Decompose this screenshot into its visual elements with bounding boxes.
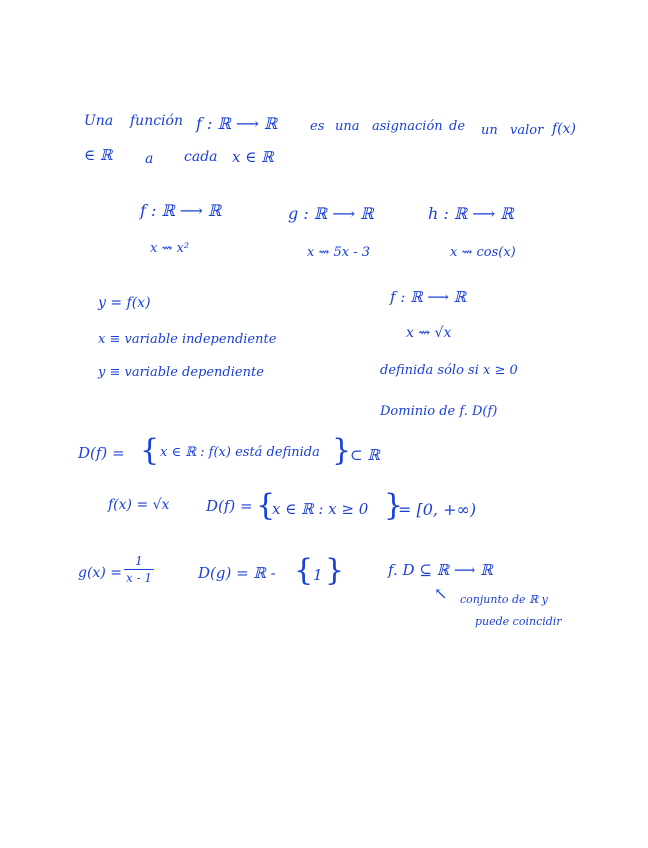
sqrt-domain-interval: = [0, +∞) (398, 500, 477, 519)
example-f-map: f : ℝ ⟶ ℝ (140, 201, 222, 220)
intro-word-7: de (449, 119, 466, 134)
intro-word-6: asignación (372, 119, 443, 134)
g-fraction-numerator: 1 (135, 554, 143, 568)
domain-label: Dominio de f. D(f) (380, 404, 498, 419)
intro-word-1: Una (84, 113, 114, 129)
intro-word-a: a (145, 151, 154, 167)
sqrt-note: definida sólo si x ≥ 0 (380, 363, 518, 378)
intro-x-in-R: x ∈ ℝ (232, 148, 274, 166)
sqrt-domain-brace-close: } (384, 488, 404, 523)
intro-function-map: f : ℝ ⟶ ℝ (196, 114, 278, 133)
g-domain-brace-open: { (294, 553, 314, 588)
sqrt-domain-lhs: D(f) = (206, 497, 253, 515)
domain-def-subset: ⊂ ℝ (350, 446, 380, 464)
g-fraction (124, 555, 154, 584)
domain-def-brace-open: { (140, 433, 160, 468)
intro-fx: f(x) (552, 121, 577, 137)
g-fraction-bar (124, 569, 154, 570)
g-domain-brace-close: } (325, 553, 345, 588)
y-equals-fx: y = f(x) (98, 295, 151, 311)
intro-word-2: función (130, 113, 183, 129)
g-lhs: g(x) = (78, 565, 122, 581)
sqrt-map: f : ℝ ⟶ ℝ (390, 288, 467, 306)
intro-word-4: es (310, 119, 325, 134)
x-definition: x ≡ variable independiente (98, 332, 277, 347)
y-definition: y ≡ variable dependiente (98, 365, 264, 380)
sqrt-fx: f(x) = √x (108, 497, 170, 513)
intro-word-5: una (335, 119, 360, 134)
general-note-1: conjunto de ℝ y (460, 593, 548, 606)
sqrt-domain-brace-open: { (256, 488, 276, 523)
intro-word-9: valor (510, 123, 544, 138)
g-fraction-denominator: x - 1 (125, 571, 153, 585)
general-map: f. D ⊆ ℝ ⟶ ℝ (388, 561, 493, 579)
intro-word-8: un (481, 123, 498, 138)
intro-in-R: ∈ ℝ (84, 146, 113, 164)
g-domain-element: 1 (313, 566, 323, 584)
domain-def-lhs: D(f) = (78, 444, 125, 462)
intro-word-cada: cada (184, 149, 218, 165)
example-g-rule: x ⇝ 5x - 3 (307, 245, 371, 260)
domain-def-content: x ∈ ℝ : f(x) está definida (160, 445, 320, 460)
example-h-rule: x ⇝ cos(x) (450, 245, 516, 260)
example-h-map: h : ℝ ⟶ ℝ (428, 204, 514, 223)
sqrt-domain-content: x ∈ ℝ : x ≥ 0 (272, 500, 369, 518)
example-g-map: g : ℝ ⟶ ℝ (288, 204, 374, 223)
general-hook-arrow: ↖ (434, 584, 448, 603)
sqrt-rule: x ⇝ √x (406, 325, 452, 341)
example-f-rule: x ⇝ x² (150, 241, 190, 256)
domain-def-brace-close: } (332, 433, 352, 468)
general-note-2: puede coincidir (475, 615, 562, 628)
g-domain: D(g) = ℝ - (198, 564, 276, 582)
